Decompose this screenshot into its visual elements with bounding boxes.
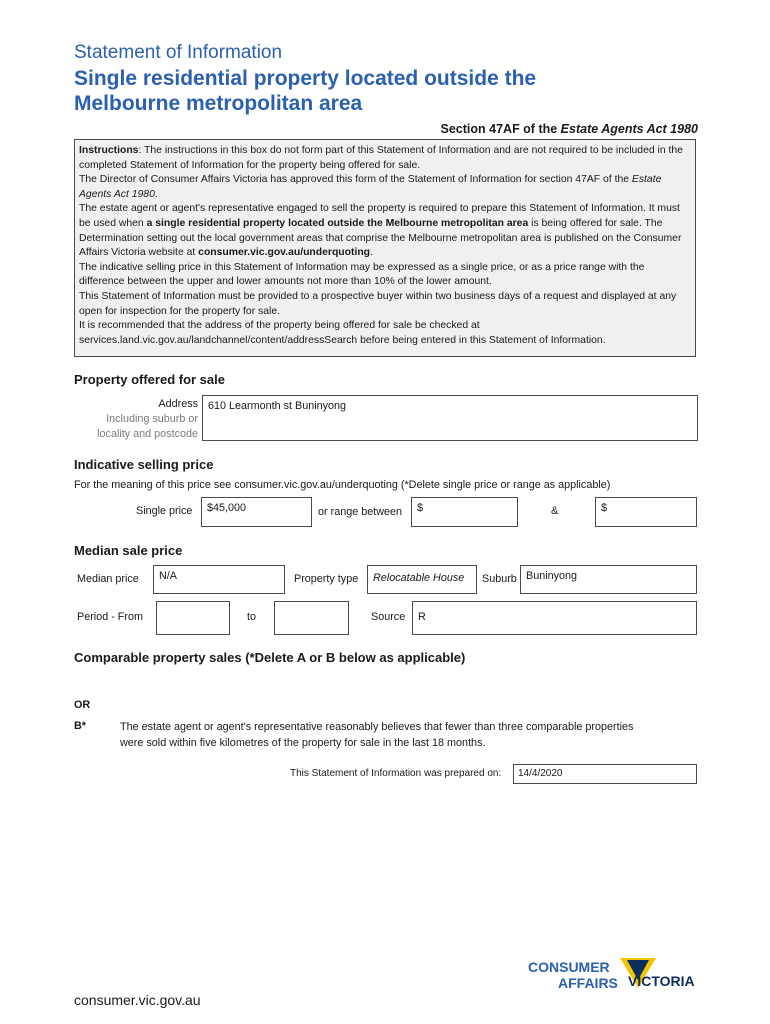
instructions-p6: It is recommended that the address of the property being offered for sale be checked at services.land.vic.gov.au/landchannel/content/addressSearch before being entered in this Statement of Information. xyxy=(79,320,606,346)
price-heading: Indicative selling price xyxy=(74,457,214,472)
or-label: OR xyxy=(74,699,91,711)
instructions-label: Instructions xyxy=(79,145,139,156)
logo-line-2: AFFAIRS xyxy=(558,975,618,991)
underquoting-link[interactable]: consumer.vic.gov.au/underquoting xyxy=(198,247,371,259)
title-line-1: Single residential property located outside the xyxy=(74,67,537,90)
instructions-p3-text2: is being offered for sale. The Determination setting out the local government areas that comprise the Melbourne metropolitan area is published on the Consumer Affairs Victoria website at xyxy=(79,217,682,259)
instructions-p5: This Statement of Information must be provided to a prospective buyer within two business days of a request and displayed at any open for inspection for the property for sale. xyxy=(79,290,677,317)
logo-line-1: CONSUMER xyxy=(528,959,610,975)
median-price-field[interactable]: N/A xyxy=(153,565,285,594)
instructions-p2-act: Estate Agents Act 1980 xyxy=(79,174,662,200)
median-heading: Median sale price xyxy=(74,543,183,558)
source-label: Source xyxy=(371,611,406,623)
period-to-field[interactable] xyxy=(274,601,349,635)
range-from-field[interactable]: $ xyxy=(411,497,518,527)
single-price-label: Single price xyxy=(136,505,193,517)
address-label: Address xyxy=(158,398,198,410)
page-title xyxy=(74,66,674,116)
instructions-p3-end: . xyxy=(370,247,373,259)
pretitle: Statement of Information xyxy=(74,42,283,63)
suburb-label: Suburb xyxy=(482,573,517,585)
section-act: Estate Agents Act 1980 xyxy=(560,122,698,136)
instructions-p2-end: . xyxy=(154,188,158,200)
range-to-field[interactable]: $ xyxy=(595,497,697,527)
instructions-p1 xyxy=(79,144,691,173)
comparable-heading: Comparable property sales (*Delete A or B below as applicable) xyxy=(74,650,466,665)
single-price-field[interactable]: $45,000 xyxy=(201,497,312,527)
footer-url[interactable]: consumer.vic.gov.au xyxy=(74,992,201,1008)
instructions-p3-bold: a single residential property located outside the Melbourne metropolitan area xyxy=(146,217,529,229)
period-from-label: Period - From xyxy=(77,611,143,623)
instructions-p3 xyxy=(79,202,691,260)
prepared-on-field[interactable]: 14/4/2020 xyxy=(513,764,697,784)
instructions-p2 xyxy=(79,173,691,202)
instructions-p4: The indicative selling price in this Statement of Information may be expressed as a single price, or as a price range with the difference between the upper and lower amounts not more than 10% of the lower amount. xyxy=(79,261,645,288)
range-label: or range between xyxy=(318,506,403,518)
section-reference xyxy=(441,122,698,136)
period-to-label: to xyxy=(247,611,257,623)
instructions-p3-text1: The estate agent or agent's representative engaged to sell the property is required to prepare this Statement of Information. It must be used when xyxy=(79,203,680,229)
property-type-field[interactable]: Relocatable House xyxy=(367,565,477,594)
option-b-text xyxy=(120,720,633,751)
property-type-label: Property type xyxy=(294,573,359,585)
suburb-field[interactable]: Buninyong xyxy=(520,565,697,594)
price-note: For the meaning of this price see consumer.vic.gov.au/underquoting (*Delete single price or range as applicable) xyxy=(74,479,611,491)
title-line-2: Melbourne metropolitan area xyxy=(74,92,363,115)
logo-victoria: VICTORIA xyxy=(628,973,695,989)
option-b-text-1: The estate agent or agent's representative reasonably believes that fewer than three comparable properties xyxy=(120,721,634,733)
property-heading: Property offered for sale xyxy=(74,372,225,387)
address-label-group xyxy=(74,397,198,442)
address-field[interactable]: 610 Learmonth st Buninyong xyxy=(202,395,698,441)
range-amp: & xyxy=(551,505,559,517)
consumer-affairs-victoria-logo xyxy=(528,956,703,992)
period-from-field[interactable] xyxy=(156,601,230,635)
logo-mark-icon xyxy=(528,956,703,992)
instructions-p1-text: : The instructions in this box do not form part of this Statement of Information and are not required to be included in the completed Statement of Information for the property being offered for sale. xyxy=(79,145,683,171)
median-price-label: Median price xyxy=(77,573,139,585)
option-b-text-2: were sold within five kilometres of the property for sale in the last 18 months. xyxy=(120,736,486,749)
address-hint-2: locality and postcode xyxy=(97,428,198,440)
section-prefix: Section 47AF of the xyxy=(440,122,561,136)
source-field[interactable]: R xyxy=(412,601,697,635)
address-hint-1: Including suburb or xyxy=(106,413,198,425)
option-b-label: B* xyxy=(74,720,86,732)
instructions-p2-text: The Director of Consumer Affairs Victoria has approved this form of the Statement of Information for section 47AF of the xyxy=(79,174,632,186)
prepared-on-label: This Statement of Information was prepared on: xyxy=(290,768,502,779)
instructions-box xyxy=(74,139,696,357)
